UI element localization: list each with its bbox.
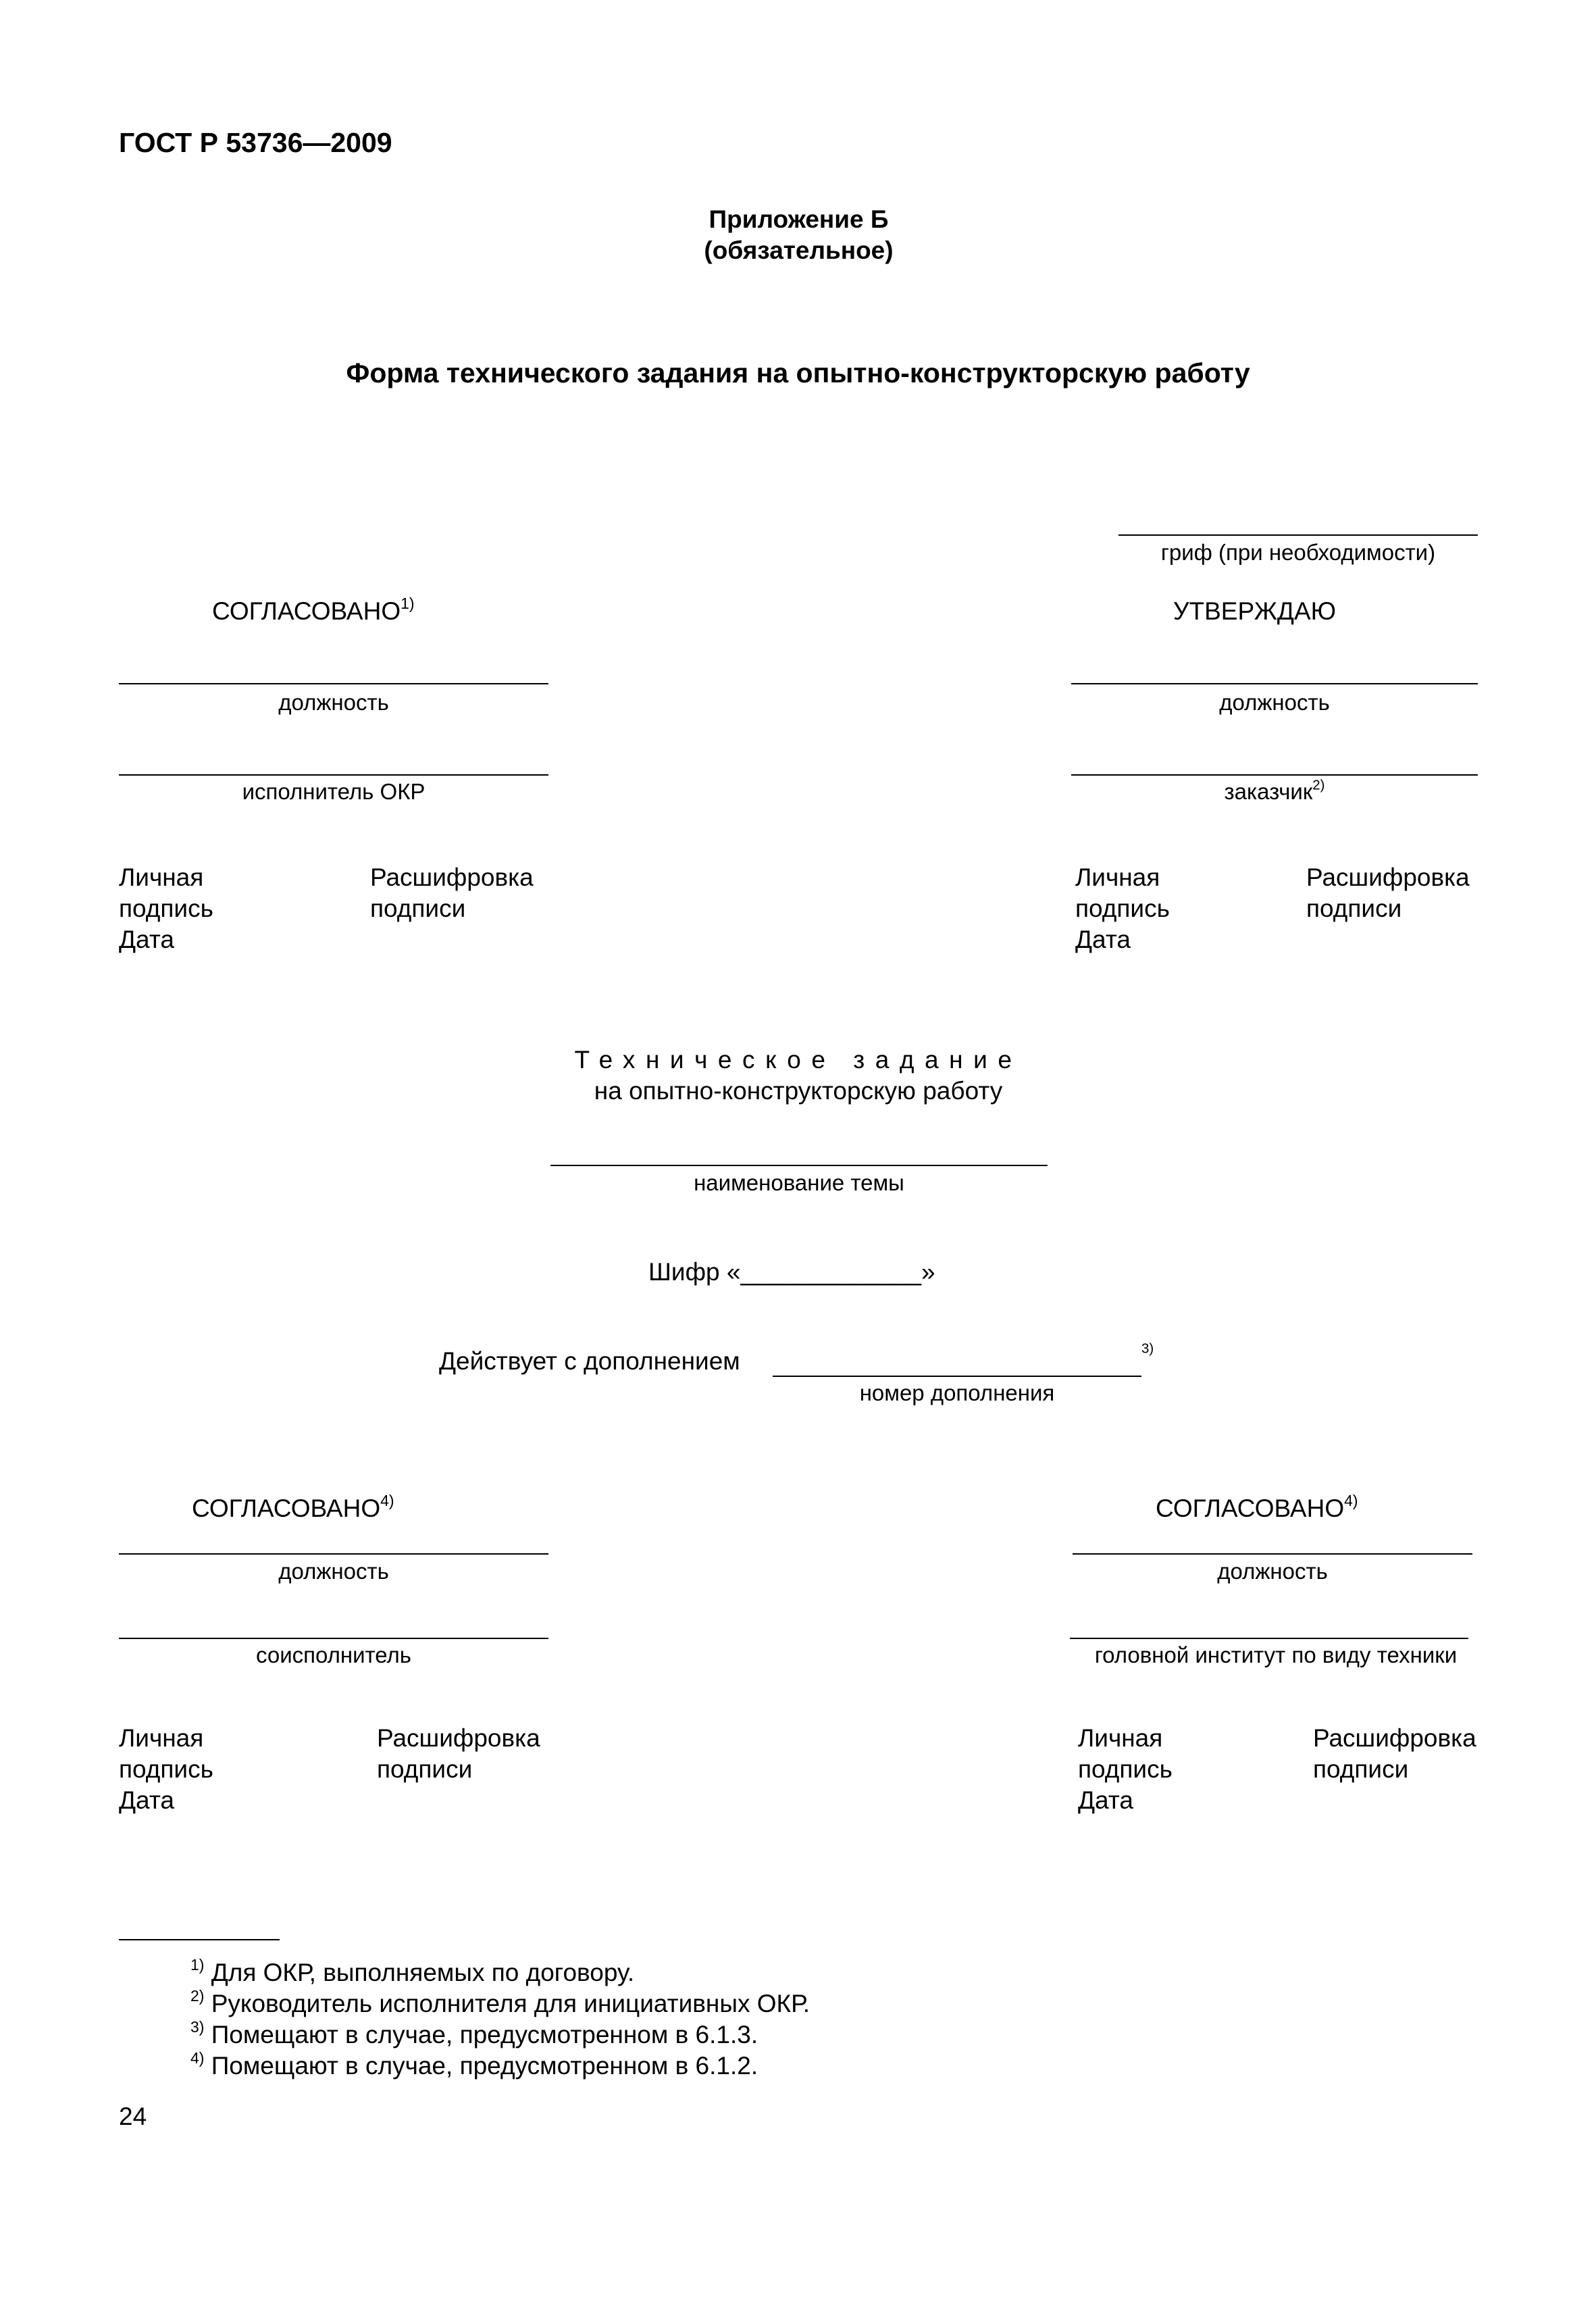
bottom-right-org-line [1070,1638,1468,1639]
addition-label: Действует с дополнением [439,1347,740,1375]
top-right-signature-decoding: Расшифровка подписи [1306,863,1470,922]
top-right-signature: Личная подпись Дата [1075,863,1170,953]
bottom-left-position-caption: должность [278,1559,389,1584]
footnotes [190,1957,810,2082]
top-right-org-caption: заказчик$^{2)}$ [1224,777,1325,804]
bottom-right-signature: Личная подпись Дата [1078,1724,1173,1814]
addition-line [773,1376,1141,1377]
top-left-org-line [119,774,548,776]
bottom-left-org-caption: соисполнитель [255,1642,412,1667]
footnote-1: $^{1)}$ Для ОКР, выполняемых по договору. [190,1955,635,1986]
addition-note: 3) [1141,1340,1154,1357]
doc-title: Техническое задание [574,1046,1023,1074]
standard-code: ГОСТ Р 53736—2009 [119,127,392,158]
bottom-right-org-caption: головной институт по виду техники [1094,1642,1458,1667]
grif-caption: гриф (при необходимости) [1160,540,1436,565]
page-number: 24 [119,2103,147,2130]
bottom-left-heading: СОГЛАСОВАНО$^{4)}$ [192,1491,394,1522]
appendix-title: Приложение Б [709,205,889,233]
top-left-position-line [119,683,548,684]
top-left-signature: Личная подпись Дата [119,863,213,953]
bottom-left-position-line [119,1553,548,1555]
theme-caption: наименование темы [694,1170,904,1195]
theme-line [550,1165,1048,1166]
top-left-org-caption: исполнитель ОКР [242,779,426,804]
top-left-signature-decoding: Расшифровка подписи [370,863,534,922]
footnote-2: $^{2)}$ Руководитель исполнителя для инициативных ОКР. [190,1986,810,2017]
footnote-separator [119,1939,280,1940]
top-right-heading: УТВЕРЖДАЮ [1173,597,1337,625]
bottom-right-position-caption: должность [1217,1559,1328,1584]
footnote-4: $^{4)}$ Помещают в случае, предусмотренном в 6.1.2. [190,2048,758,2080]
grif-line [1118,534,1478,536]
top-right-org-line [1071,774,1478,776]
bottom-right-heading: СОГЛАСОВАНО$^{4)}$ [1156,1491,1358,1522]
top-right-position-caption: должность [1219,690,1330,715]
footnote-3: $^{3)}$ Помещают в случае, предусмотренном в 6.1.3. [190,2017,758,2048]
cipher: Шифр «_____________» [648,1258,935,1286]
top-left-position-caption: должность [278,690,389,715]
bottom-left-signature-decoding: Расшифровка подписи [377,1724,540,1783]
top-right-position-line [1071,683,1478,684]
form-title: Форма технического задания на опытно-конструкторскую работу [346,357,1250,388]
bottom-right-signature-decoding: Расшифровка подписи [1313,1724,1476,1783]
top-left-heading: СОГЛАСОВАНО$^{1)}$ [212,594,415,625]
addition-caption: номер дополнения [859,1380,1055,1405]
doc-subtitle: на опытно-конструкторскую работу [594,1077,1003,1105]
appendix-status: (обязательное) [704,236,894,264]
bottom-left-org-line [119,1638,548,1639]
bottom-left-signature: Личная подпись Дата [119,1724,213,1814]
bottom-right-position-line [1073,1553,1472,1555]
